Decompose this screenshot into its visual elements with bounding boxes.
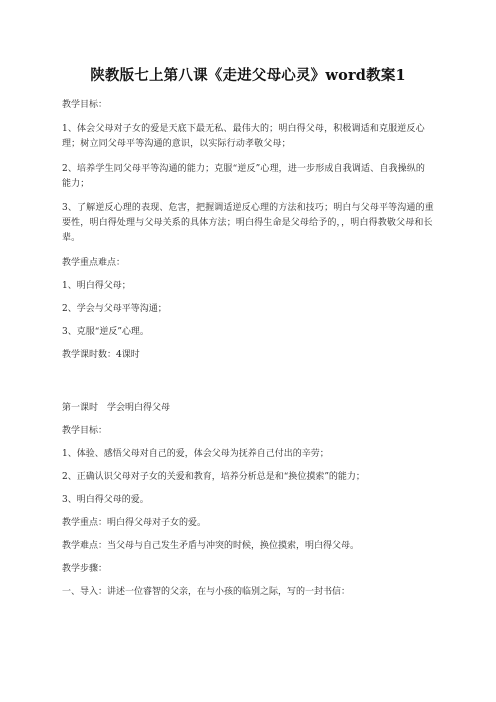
paragraph-step-intro: 一、导入：讲述一位睿智的父亲，在与小孩的临别之际，写的一封书信： xyxy=(62,587,351,597)
paragraph-key-1: 1、明白得父母； xyxy=(62,281,131,291)
paragraph-goal-3: 3、了解逆反心理的表现、危害，把握调适逆反心理的方法和技巧；明白与父母平等沟通的重要性，明白得处理与父母关系的具体方法；明白得生命是父母给予的，，明白得教敬父母和长辈。 xyxy=(62,203,434,243)
paragraph-class-hours: 教学课时数：4课时 xyxy=(62,350,140,360)
document-title: 陕教版七上第八课《走进父母心灵》word教案1 xyxy=(90,67,406,84)
section-first-lesson-title: 第一课时 学会明白得父母 xyxy=(62,403,171,413)
paragraph-goal-2: 2、培养学生同父母平等沟通的能力；克服“逆反”心理，进一步形成自我调适、自我操纵的能力； xyxy=(62,164,426,189)
heading-lesson-goals: 教学目标： xyxy=(62,426,108,436)
paragraph-key-2: 2、学会与父母平等沟通； xyxy=(62,304,167,314)
paragraph-key-3: 3、克服“逆反”心理。 xyxy=(62,327,149,337)
paragraph-goal-1: 1、体会父母对子女的爱是天底下最无私、最伟大的；明白得父母，积极调适和克服逆反心理；树立同父母平等沟通的意识，以实际行动孝敬父母； xyxy=(62,124,425,149)
heading-teaching-goals: 教学目标： xyxy=(62,100,108,110)
paragraph-lesson-goal-3: 3、明白得父母的爱。 xyxy=(62,495,149,505)
heading-teaching-steps: 教学步骤： xyxy=(62,564,108,574)
heading-key-difficulties: 教学重点难点： xyxy=(62,258,126,268)
paragraph-lesson-goal-2: 2、正确认识父母对子女的关爱和教育，培养分析总是和“换位摸索”的能力； xyxy=(62,472,365,482)
paragraph-lesson-goal-1: 1、体验、感悟父母对自己的爱，体会父母为抚养自己付出的辛劳； xyxy=(62,449,329,459)
paragraph-lesson-focus: 教学重点：明白得父母对子女的爱。 xyxy=(62,518,207,528)
paragraph-lesson-difficulty: 教学难点：当父母与自己发生矛盾与冲突的时候，换位摸索，明白得父母。 xyxy=(62,541,360,551)
